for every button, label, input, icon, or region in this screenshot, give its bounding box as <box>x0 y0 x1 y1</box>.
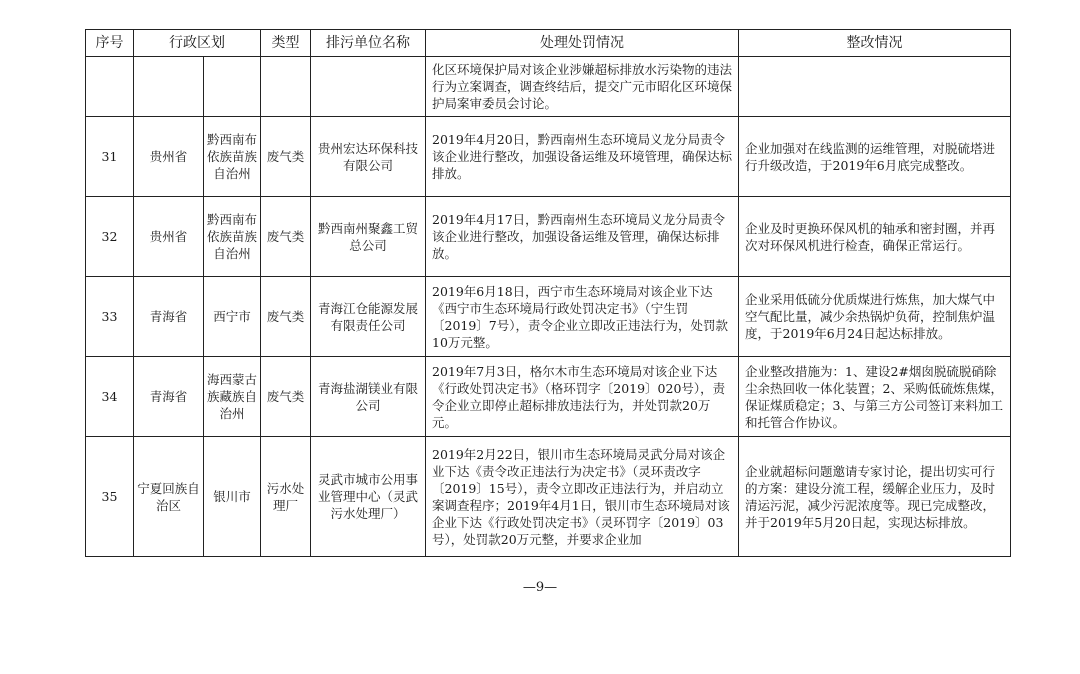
cell-no: 32 <box>86 197 134 277</box>
cell-type: 废气类 <box>261 117 311 197</box>
table-row <box>86 197 1011 277</box>
cell-rectify: 企业加强对在线监测的运维管理，对脱硫塔进行升级改造，于2019年6月底完成整改。 <box>739 117 1011 197</box>
header-rectify: 整改情况 <box>739 30 1011 57</box>
cell-city: 海西蒙古族藏族自治州 <box>204 357 261 437</box>
table-row <box>86 117 1011 197</box>
table-header-row <box>86 30 1011 57</box>
cell-handling: 2019年6月18日，西宁市生态环境局对该企业下达《西宁市生态环境局行政处罚决定书》（宁生罚〔2019〕7号），责令企业立即改正违法行为，处罚款10万元整。 <box>426 277 739 357</box>
cell-no: 35 <box>86 437 134 557</box>
table-row <box>86 437 1011 557</box>
cell-type <box>261 57 311 117</box>
table-row-continuation <box>86 57 1011 117</box>
cell-handling: 2019年4月17日，黔西南州生态环境局义龙分局责令该企业进行整改，加强设备运维及管理，确保达标排放。 <box>426 197 739 277</box>
cell-province: 贵州省 <box>134 197 204 277</box>
pollution-table <box>85 29 1011 557</box>
header-unit: 排污单位名称 <box>311 30 426 57</box>
cell-unit: 灵武市城市公用事业管理中心（灵武污水处理厂） <box>311 437 426 557</box>
cell-no: 33 <box>86 277 134 357</box>
cell-handling: 2019年4月20日，黔西南州生态环境局义龙分局责令该企业进行整改，加强设备运维及环境管理，确保达标排放。 <box>426 117 739 197</box>
cell-unit: 青海盐湖镁业有限公司 <box>311 357 426 437</box>
cell-province: 青海省 <box>134 277 204 357</box>
cell-city: 黔西南布依族苗族自治州 <box>204 117 261 197</box>
cell-no <box>86 57 134 117</box>
cell-no: 31 <box>86 117 134 197</box>
cell-type: 污水处理厂 <box>261 437 311 557</box>
cell-unit <box>311 57 426 117</box>
cell-no: 34 <box>86 357 134 437</box>
cell-unit: 贵州宏达环保科技有限公司 <box>311 117 426 197</box>
header-type: 类型 <box>261 30 311 57</box>
cell-rectify: 企业就超标问题邀请专家讨论，提出切实可行的方案：建设分流工程，缓解企业压力，及时清运污泥，减少污泥浓度等。现已完成整改，并于2019年5月20日起，实现达标排放。 <box>739 437 1011 557</box>
cell-city: 西宁市 <box>204 277 261 357</box>
cell-handling: 2019年7月3日，格尔木市生态环境局对该企业下达《行政处罚决定书》（格环罚字〔2019〕020号），责令企业立即停止超标排放违法行为，并处罚款20万元。 <box>426 357 739 437</box>
cell-province: 贵州省 <box>134 117 204 197</box>
cell-province <box>134 57 204 117</box>
cell-type: 废气类 <box>261 197 311 277</box>
cell-handling: 化区环境保护局对该企业涉嫌超标排放水污染物的违法行为立案调查，调查终结后，提交广元市昭化区环境保护局案审委员会讨论。 <box>426 57 739 117</box>
header-no: 序号 <box>86 30 134 57</box>
table-row <box>86 357 1011 437</box>
cell-type: 废气类 <box>261 357 311 437</box>
cell-unit: 青海江仓能源发展有限责任公司 <box>311 277 426 357</box>
cell-rectify: 企业整改措施为：1、建设2#烟囱脱硫脱硝除尘余热回收一体化装置；2、采购低硫炼焦煤，保证煤质稳定；3、与第三方公司签订来料加工和托管合作协议。 <box>739 357 1011 437</box>
cell-type: 废气类 <box>261 277 311 357</box>
cell-city: 黔西南布依族苗族自治州 <box>204 197 261 277</box>
cell-rectify: 企业采用低硫分优质煤进行炼焦，加大煤气中空气配比量，减少余热锅炉负荷，控制焦炉温度，于2019年6月24日起达标排放。 <box>739 277 1011 357</box>
page-number: —9— <box>522 580 558 595</box>
cell-city: 银川市 <box>204 437 261 557</box>
cell-province: 青海省 <box>134 357 204 437</box>
header-handling: 处理处罚情况 <box>426 30 739 57</box>
cell-rectify: 企业及时更换环保风机的轴承和密封圈，并再次对环保风机进行检查，确保正常运行。 <box>739 197 1011 277</box>
cell-rectify <box>739 57 1011 117</box>
cell-province: 宁夏回族自治区 <box>134 437 204 557</box>
header-region: 行政区划 <box>134 30 261 57</box>
cell-handling: 2019年2月22日，银川市生态环境局灵武分局对该企业下达《责令改正违法行为决定书》（灵环责改字〔2019〕15号），责令立即改正违法行为，并启动立案调查程序；2019年4月1日，银川市生态环境局对该企业下达《行政处罚决定书》（灵环罚字〔2019〕03号），处罚款20万元整，并要求企业加 <box>426 437 739 557</box>
cell-unit: 黔西南州聚鑫工贸总公司 <box>311 197 426 277</box>
table-row <box>86 277 1011 357</box>
cell-city <box>204 57 261 117</box>
